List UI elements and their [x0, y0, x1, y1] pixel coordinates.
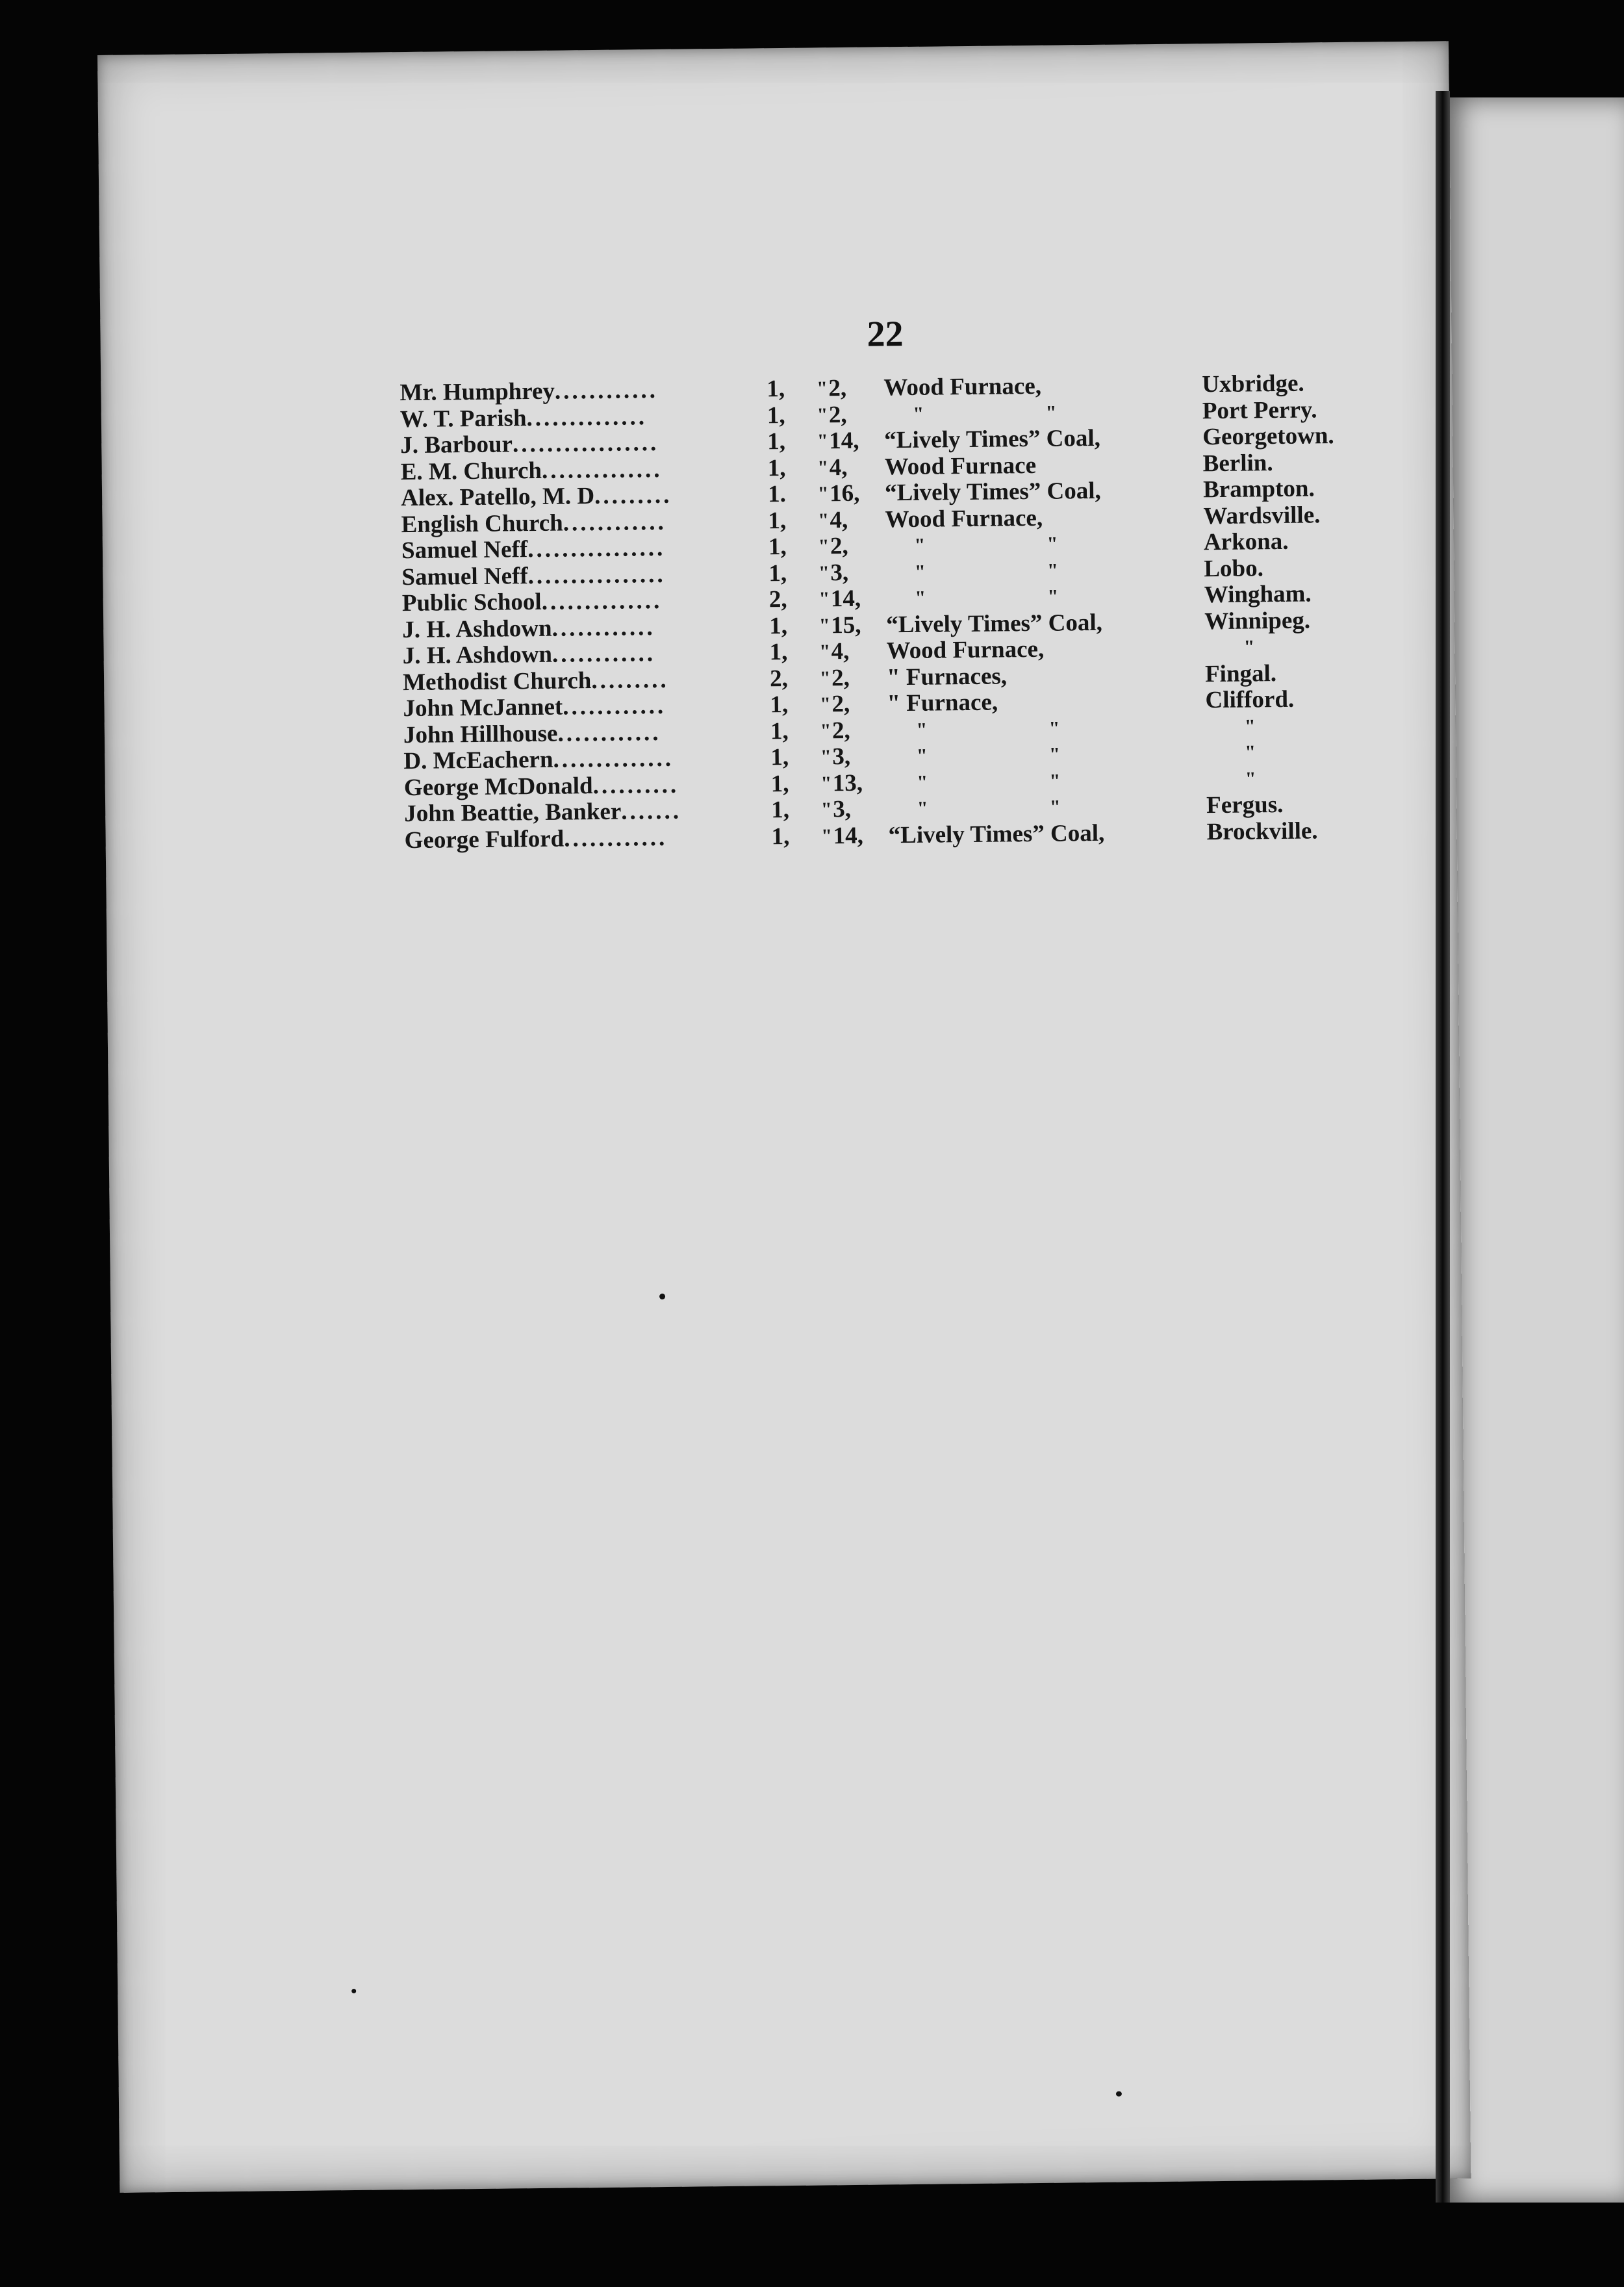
furnace-description: “Lively Times” Coal, [884, 424, 1101, 454]
customer-name-text: George Fulford [404, 825, 565, 854]
document-page [97, 41, 1471, 2193]
town-name: Wardsville. [1203, 501, 1321, 530]
furnace-description: " " [914, 559, 1117, 583]
leader-dots: ......... [594, 481, 672, 510]
ink-speck [659, 1294, 665, 1299]
size-number: 3, [833, 795, 852, 823]
ink-speck [1116, 2091, 1122, 2097]
quantity: 1, [768, 533, 787, 561]
gutter-fold [1436, 91, 1450, 2203]
town-name: Arkona. [1203, 528, 1289, 556]
quantity: 1, [770, 717, 789, 745]
town-name: Port Perry. [1202, 396, 1317, 424]
customer-name [404, 797, 774, 827]
size-number: 16, [829, 479, 860, 507]
town-name: Lobo. [1204, 554, 1264, 582]
quantity: 1, [769, 638, 788, 666]
quantity: 1, [770, 691, 789, 719]
customer-name [403, 639, 773, 669]
town-name: Wingham. [1204, 580, 1312, 609]
size-number: 3, [832, 743, 851, 771]
leader-dots: .............. [553, 745, 674, 773]
leader-dots: ................. [512, 429, 659, 458]
furnace-description: " " [915, 585, 1117, 609]
customer-name [400, 429, 770, 459]
town-name: Brampton. [1202, 475, 1315, 504]
leader-dots: .............. [541, 587, 663, 615]
customer-name [402, 587, 772, 617]
quantity: 1, [767, 454, 786, 481]
quantity: 1, [771, 796, 790, 824]
ditto-mark: " [820, 693, 831, 715]
town-name: " [1245, 741, 1256, 763]
customer-name [404, 824, 774, 854]
leader-dots: .............. [526, 403, 648, 431]
customer-name-text: J. Barbour [400, 431, 513, 459]
leader-dots: ....... [621, 797, 682, 825]
customer-name-text: English Church [401, 509, 563, 538]
furnace-description: Wood Furnace, [885, 504, 1043, 533]
town-name: " [1243, 636, 1255, 658]
customer-name-text: John Hillhouse [403, 720, 558, 748]
town-name: Clifford. [1205, 685, 1295, 714]
ditto-mark: " [818, 614, 830, 636]
leader-dots: ......... [591, 666, 669, 694]
ditto-mark: " [820, 772, 832, 794]
quantity: 1, [767, 375, 785, 403]
quantity: 1, [769, 612, 788, 639]
quantity: 1, [767, 428, 786, 455]
town-name: Fingal. [1204, 659, 1277, 687]
furnace-description: “Lively Times” Coal, [884, 477, 1102, 507]
quantity: 1, [767, 402, 785, 429]
furnace-description: " Furnaces, [886, 662, 1008, 691]
customer-list [400, 370, 1392, 854]
town-name: " [1244, 715, 1256, 737]
town-name: Winnipeg. [1204, 606, 1311, 635]
customer-name-text: Methodist Church [402, 667, 592, 696]
size-number: 3, [830, 559, 849, 586]
furnace-description: " " [916, 717, 1119, 741]
leader-dots: ............ [563, 508, 666, 537]
customer-name [404, 771, 774, 801]
customer-name-text: John Beattie, Banker [404, 798, 622, 828]
customer-name [401, 508, 771, 538]
furnace-description: " " [917, 795, 1119, 819]
customer-name-text: Alex. Patello, M. D [400, 483, 595, 512]
size-number: 2, [831, 664, 850, 691]
customer-name [401, 534, 772, 564]
leader-dots: ............ [564, 824, 668, 852]
size-number: 15, [831, 611, 861, 639]
ditto-mark: " [817, 456, 829, 478]
ditto-mark: " [818, 588, 830, 610]
ditto-mark: " [817, 483, 829, 505]
customer-name-text: George McDonald [403, 772, 593, 801]
customer-name-text: Mr. Humphrey [400, 377, 555, 407]
customer-name [401, 481, 771, 511]
furnace-description: " Furnace, [887, 689, 998, 717]
quantity: 2, [769, 665, 789, 692]
ditto-mark: " [819, 641, 831, 663]
furnace-description: Wood Furnace, [883, 372, 1042, 402]
facing-page-edge [1445, 97, 1624, 2203]
size-number: 14, [830, 585, 861, 613]
ditto-mark: " [819, 667, 831, 689]
town-name: Uxbridge. [1202, 370, 1304, 398]
town-name: Georgetown. [1202, 422, 1334, 451]
customer-name [403, 666, 773, 696]
quantity: 1, [771, 823, 790, 850]
customer-name-text: J. H. Ashdown [402, 641, 553, 670]
town-name: Brockville. [1206, 817, 1318, 845]
customer-name [403, 719, 774, 748]
leader-dots: .............. [541, 455, 663, 484]
furnace-description: “Lively Times” Coal, [888, 819, 1105, 849]
customer-name [402, 613, 772, 643]
customer-name [400, 403, 770, 433]
leader-dots: .......... [592, 771, 679, 799]
customer-name-text: Samuel Neff [401, 536, 528, 565]
size-number: 2, [828, 401, 847, 428]
ditto-mark: " [817, 430, 828, 452]
page-number: 22 [867, 314, 904, 355]
ink-speck [351, 1989, 356, 1993]
ditto-mark: " [816, 377, 828, 400]
leader-dots: ............ [552, 640, 656, 668]
leader-dots: ............ [554, 376, 659, 405]
customer-name-text: John McJannet [403, 693, 563, 722]
customer-name [403, 745, 774, 774]
furnace-description: " " [916, 743, 1119, 767]
leader-dots: ................ [527, 534, 666, 563]
size-number: 2, [831, 690, 850, 718]
leader-dots: ................ [527, 561, 666, 589]
leader-dots: ............ [557, 719, 661, 747]
customer-name-text: W. T. Parish [400, 404, 527, 433]
ditto-mark: " [818, 561, 830, 583]
furnace-description: “Lively Times” Coal, [886, 609, 1103, 638]
quantity: 2, [768, 585, 787, 613]
customer-name-text: E. M. Church [400, 457, 542, 485]
customer-name [403, 692, 773, 722]
customer-name-text: J. H. Ashdown [402, 615, 552, 643]
quantity: 1, [768, 559, 787, 587]
customer-name [401, 561, 772, 591]
furnace-description: " " [913, 401, 1115, 425]
ditto-mark: " [820, 719, 831, 741]
customer-name-text: Samuel Neff [401, 562, 528, 591]
size-number: 2, [828, 374, 847, 402]
quantity: 1, [770, 743, 789, 771]
furnace-description: Wood Furnace, [886, 635, 1045, 665]
size-number: 2, [830, 532, 848, 560]
size-number: 14, [829, 427, 859, 455]
leader-dots: ............ [562, 692, 666, 721]
size-number: 14, [833, 822, 864, 849]
quantity: 1, [768, 507, 787, 534]
quantity: 1, [770, 770, 789, 797]
customer-name [401, 455, 771, 485]
furnace-description: " " [917, 769, 1119, 793]
customer-name [400, 376, 770, 406]
furnace-description: " " [914, 532, 1117, 556]
town-name: Fergus. [1206, 791, 1284, 819]
ditto-mark: " [818, 535, 830, 557]
leader-dots: ............ [552, 613, 655, 642]
ditto-mark: " [818, 509, 830, 531]
size-number: 4, [830, 506, 848, 533]
quantity: 1. [767, 480, 787, 508]
size-number: 4, [829, 454, 848, 481]
ditto-mark: " [820, 746, 831, 768]
size-number: 13, [832, 769, 863, 797]
size-number: 4, [831, 637, 850, 665]
size-number: 2, [831, 717, 850, 744]
customer-name-text: D. McEachern [403, 746, 553, 775]
furnace-description: Wood Furnace [884, 452, 1037, 480]
town-name: Berlin. [1202, 449, 1273, 477]
ditto-mark: " [817, 403, 828, 426]
town-name: " [1245, 767, 1256, 790]
ditto-mark: " [820, 799, 832, 821]
customer-name-text: Public School [401, 588, 542, 617]
ditto-mark: " [821, 824, 833, 847]
